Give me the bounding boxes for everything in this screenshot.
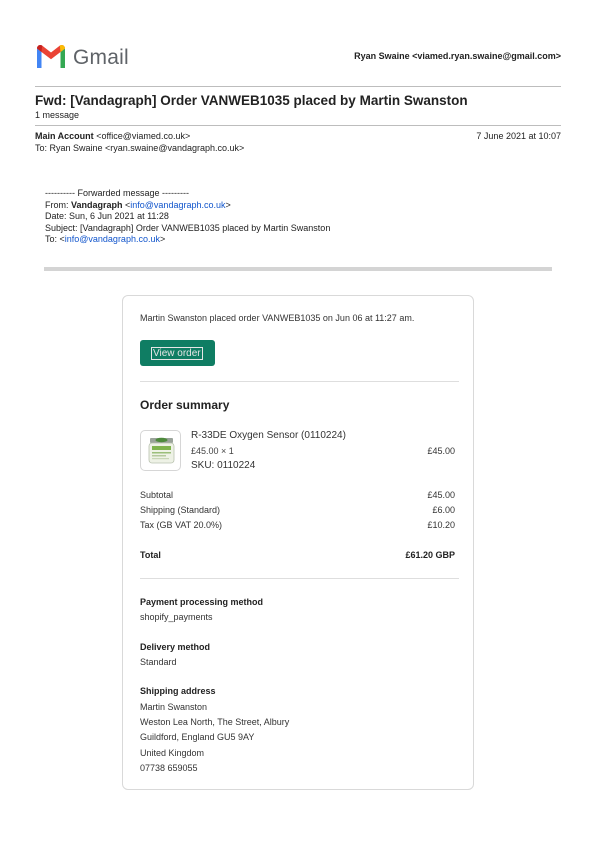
forwarded-from-name: Vandagraph <box>71 199 123 210</box>
tax-value: £10.20 <box>427 520 455 530</box>
account-label: Ryan Swaine <viamed.ryan.swaine@gmail.com> <box>354 51 561 61</box>
sender-name: Main Account <box>35 131 94 141</box>
product-quantity: £45.00 × 1 <box>191 446 234 456</box>
forwarded-subject: Subject: [Vandagraph] Order VANWEB1035 placed by Martin Swanston <box>45 222 331 233</box>
address-line: Weston Lea North, The Street, Albury <box>140 717 290 728</box>
message-date: 7 June 2021 at 10:07 <box>476 131 561 141</box>
shipping-address-heading: Shipping address <box>140 686 216 696</box>
recipient-line: To: Ryan Swaine <ryan.swaine@vandagraph.co.uk> <box>35 143 245 153</box>
forwarded-to-close: > <box>159 234 166 244</box>
delivery-heading: Delivery method <box>140 642 211 652</box>
payment-value: shopify_payments <box>140 612 213 622</box>
gmail-wordmark: Gmail <box>73 46 129 69</box>
shipping-value: £6.00 <box>432 505 455 515</box>
totals-divider <box>140 578 459 579</box>
message-count: 1 message <box>35 110 80 120</box>
product-price: £45.00 <box>427 446 455 456</box>
payment-heading: Payment processing method <box>140 597 264 607</box>
product-name: R-33DE Oxygen Sensor (0110224) <box>191 430 346 441</box>
subtotal-value: £45.00 <box>427 490 455 500</box>
sender-email: <office@viamed.co.uk> <box>96 131 191 141</box>
order-summary-title: Order summary <box>140 398 230 412</box>
gmail-logo-icon <box>35 44 67 68</box>
view-order-label: View order <box>153 348 201 359</box>
address-line: United Kingdom <box>140 747 205 758</box>
forwarded-from-email-link[interactable]: info@vandagraph.co.uk <box>130 199 226 210</box>
view-order-button[interactable] <box>140 340 215 366</box>
order-intro: Martin Swanston placed order VANWEB1035 on Jun 06 at 11:27 am. <box>140 313 415 323</box>
shipping-label: Shipping (Standard) <box>140 505 221 515</box>
card-divider <box>140 381 459 382</box>
address-line: 07738 659055 <box>140 762 198 773</box>
delivery-value: Standard <box>140 657 177 667</box>
subject-divider <box>35 125 561 126</box>
oxygen-sensor-icon <box>141 431 181 471</box>
product-thumbnail <box>140 430 181 471</box>
forwarded-to-email-link[interactable]: info@vandagraph.co.uk <box>64 234 160 244</box>
tax-label: Tax (GB VAT 20.0%) <box>140 520 223 530</box>
product-sku: SKU: 0110224 <box>191 460 256 471</box>
forwarded-from-open: < <box>122 199 131 210</box>
shipping-address <box>140 700 289 776</box>
forwarded-separator: ---------- Forwarded message --------- <box>45 188 189 198</box>
total-label: Total <box>140 550 161 560</box>
gmail-header <box>35 44 561 72</box>
forwarded-from-label: From: <box>45 199 71 210</box>
subtotal-label: Subtotal <box>140 490 174 500</box>
forwarded-header <box>45 188 330 246</box>
header-divider <box>35 86 561 87</box>
forwarded-to-label: To: < <box>45 234 65 244</box>
email-header-bar <box>44 267 552 271</box>
address-line: Martin Swanston <box>140 702 208 712</box>
address-line: Guildford, England GU5 9AY <box>140 732 255 743</box>
sender-line <box>35 131 190 141</box>
forwarded-to <box>45 234 330 246</box>
forwarded-from <box>45 200 330 212</box>
forwarded-date: Date: Sun, 6 Jun 2021 at 11:28 <box>45 211 169 221</box>
forwarded-from-close: > <box>225 199 231 210</box>
total-value: £61.20 GBP <box>405 550 455 560</box>
thread-subject: Fwd: [Vandagraph] Order VANWEB1035 placed by Martin Swanston <box>35 93 468 108</box>
